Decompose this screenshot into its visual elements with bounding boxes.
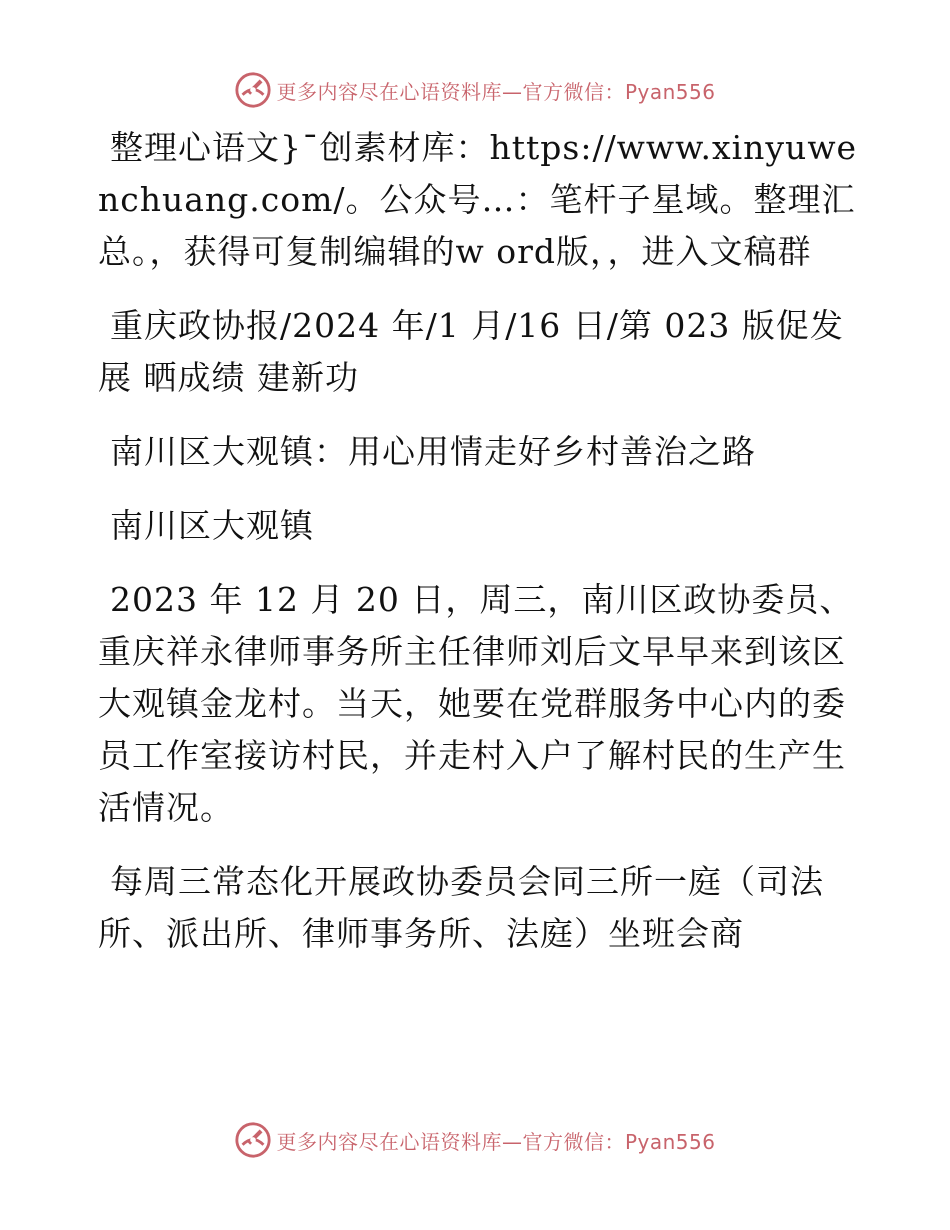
header-watermark-text: 更多内容尽在心语资料库—官方微信：Pyan556	[276, 79, 716, 104]
source-line: 重庆政协报/2024 年/1 月/16 日/第 023 版促发展 晒成绩 建新功	[98, 306, 844, 397]
body-paragraph: 每周三常态化开展政协委员会同三所一庭（司法所、派出所、律师事务所、法庭）坐班会商	[98, 862, 824, 953]
book-pen-logo-icon	[234, 71, 272, 109]
header-watermark	[0, 68, 950, 112]
book-pen-logo-icon	[234, 1121, 272, 1159]
article-author: 南川区大观镇	[110, 506, 314, 545]
article-title: 南川区大观镇：用心用情走好乡村善治之路	[110, 432, 756, 471]
footer-watermark	[0, 1118, 950, 1162]
footer-watermark-text: 更多内容尽在心语资料库—官方微信：Pyan556	[276, 1129, 716, 1154]
intro-paragraph: 整理心语文}¯创素材库：https://www.xinyuwenchuang.com/。公众号…：笔杆子星域。整理汇总。，获得可复制编辑的w ord版，，进入文稿群	[98, 128, 858, 271]
document-body	[98, 122, 858, 982]
body-paragraph: 2023 年 12 月 20 日，周三，南川区政协委员、重庆祥永律师事务所主任律师刘后文早早来到该区大观镇金龙村。当天，她要在党群服务中心内的委员工作室接访村民，并走村入户了解村民的生产生活情况。	[98, 580, 854, 827]
